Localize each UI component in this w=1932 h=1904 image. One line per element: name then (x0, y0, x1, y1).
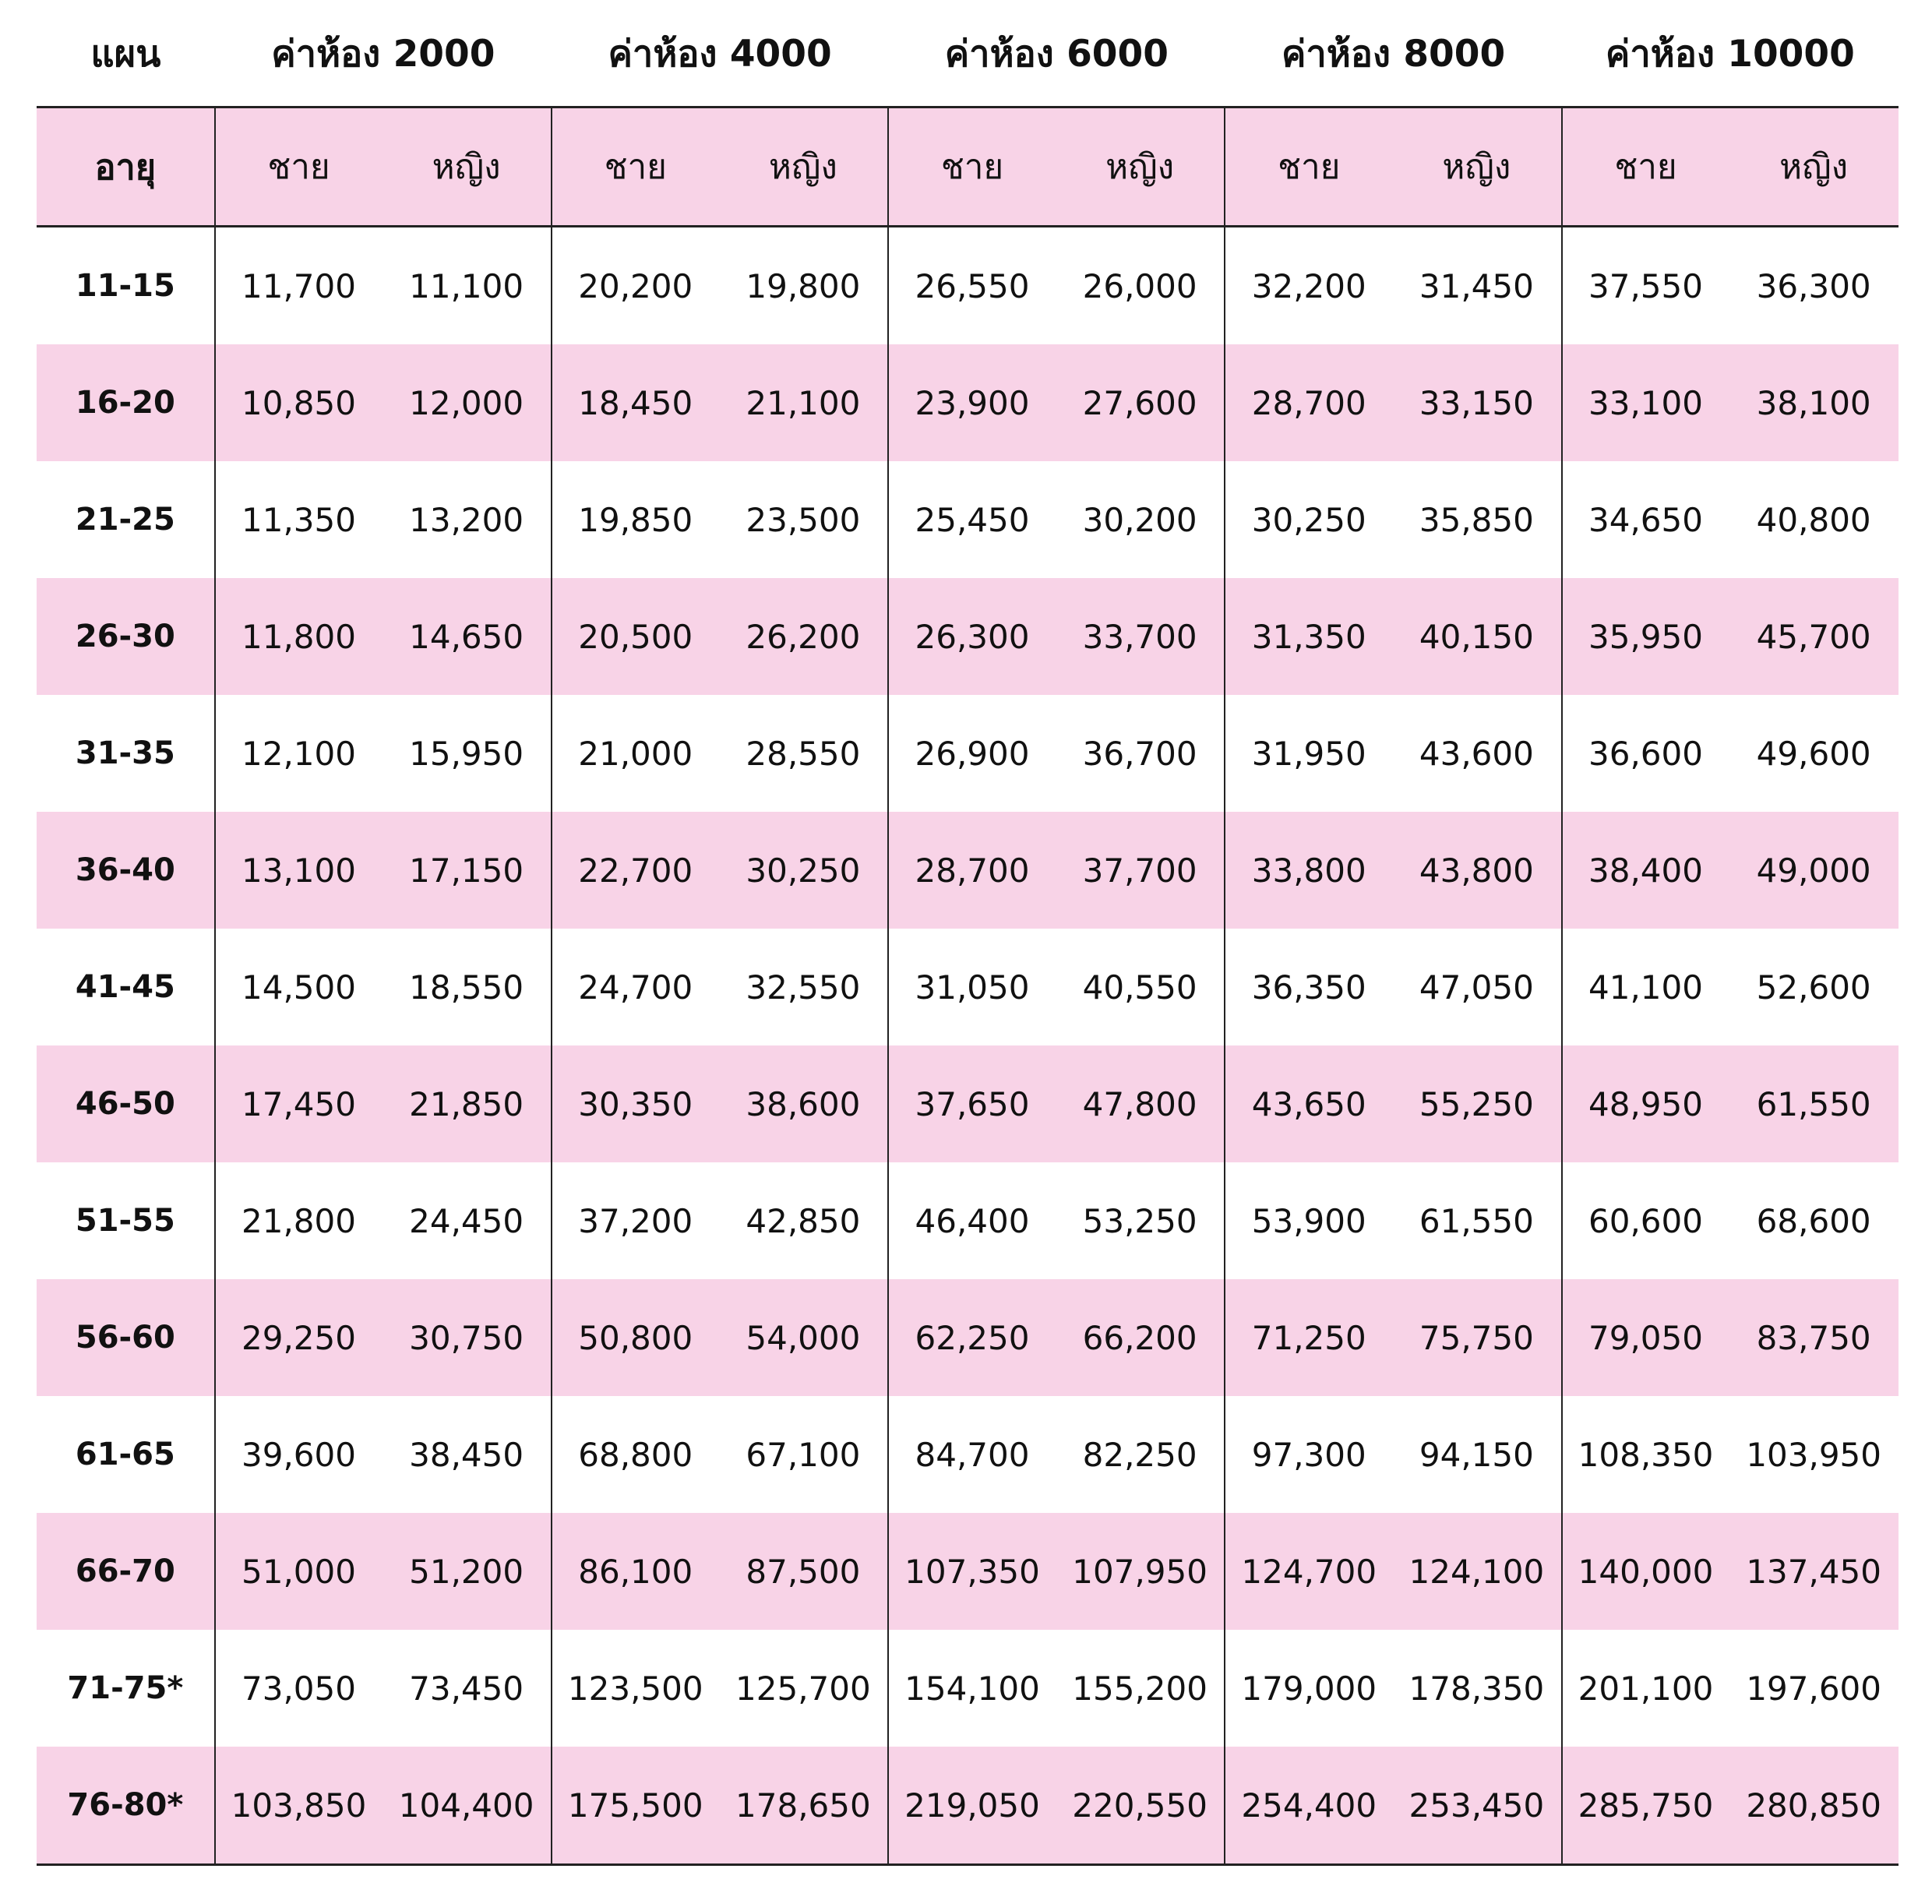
female-premium-cell: 94,150 (1419, 1435, 1534, 1474)
female-premium-cell: 103,950 (1746, 1435, 1881, 1474)
male-premium-cell: 13,100 (215, 812, 383, 929)
female-premium-cell: 26,200 (719, 578, 889, 695)
female-premium-cell: 33,150 (1392, 344, 1562, 461)
male-premium-cell: 46,400 (888, 1162, 1056, 1279)
male-premium-cell: 25,450 (888, 461, 1056, 578)
male-premium-cell: 21,000 (552, 695, 719, 812)
age-range-cell: 46-50 (37, 1045, 215, 1162)
plan-header-row (37, 0, 1899, 108)
female-premium-cell: 32,550 (746, 968, 861, 1007)
female-premium-cell: 73,450 (409, 1669, 524, 1708)
male-premium-cell: 68,800 (552, 1396, 719, 1513)
male-premium-cell: 84,700 (888, 1396, 1056, 1513)
plan-header-2000: ค่าห้อง 2000 (215, 0, 552, 108)
age-range-cell: 11-15 (75, 268, 175, 304)
male-premium-cell: 28,700 (1225, 344, 1392, 461)
female-premium-cell: 12,000 (382, 344, 552, 461)
male-premium-cell: 50,800 (552, 1279, 719, 1396)
female-premium-cell: 30,750 (382, 1279, 552, 1396)
male-premium-cell: 31,050 (888, 929, 1056, 1045)
table-row (37, 1045, 1899, 1162)
female-premium-cell: 31,450 (1419, 266, 1534, 305)
male-premium-cell: 179,000 (1225, 1630, 1392, 1747)
table-row (37, 1513, 1899, 1630)
male-premium-cell: 37,200 (552, 1162, 719, 1279)
male-premium-cell: 18,450 (552, 344, 719, 461)
age-range-cell: 76-80* (37, 1747, 215, 1865)
age-range-cell: 16-20 (37, 344, 215, 461)
female-premium-cell: 220,550 (1056, 1747, 1225, 1865)
female-premium-cell: 49,600 (1756, 734, 1871, 773)
male-premium-cell: 10,850 (215, 344, 383, 461)
male-premium-cell: 26,900 (888, 695, 1056, 812)
table-header (37, 0, 1899, 227)
male-premium-cell: 29,250 (215, 1279, 383, 1396)
male-premium-cell: 108,350 (1562, 1396, 1729, 1513)
female-premium-cell: 54,000 (719, 1279, 889, 1396)
female-premium-cell: 253,450 (1392, 1747, 1562, 1865)
female-premium-cell: 38,100 (1729, 344, 1899, 461)
male-premium-cell: 36,350 (1225, 929, 1392, 1045)
female-premium-cell: 14,650 (382, 578, 552, 695)
female-premium-cell: 40,150 (1392, 578, 1562, 695)
male-premium-cell: 38,400 (1562, 812, 1729, 929)
plan-header-10000: ค่าห้อง 10000 (1562, 0, 1899, 108)
male-premium-cell: 86,100 (552, 1513, 719, 1630)
male-header: ชาย (888, 108, 1056, 227)
table-row (37, 344, 1899, 461)
female-premium-cell: 67,100 (746, 1435, 861, 1474)
female-premium-cell: 36,300 (1756, 266, 1871, 305)
female-premium-cell: 30,250 (719, 812, 889, 929)
male-premium-cell: 37,650 (888, 1045, 1056, 1162)
male-header: ชาย (1562, 108, 1729, 227)
female-premium-cell: 51,200 (382, 1513, 552, 1630)
male-premium-cell: 103,850 (215, 1747, 383, 1865)
age-range-cell: 26-30 (37, 578, 215, 695)
male-premium-cell: 11,700 (215, 227, 383, 345)
male-premium-cell: 175,500 (552, 1747, 719, 1865)
female-premium-cell: 36,700 (1082, 734, 1197, 773)
table-row (37, 1279, 1899, 1396)
table-row (37, 227, 1899, 345)
male-premium-cell: 33,800 (1225, 812, 1392, 929)
age-range-cell: 41-45 (75, 969, 175, 1005)
male-premium-cell: 31,950 (1225, 695, 1392, 812)
female-premium-cell: 61,550 (1729, 1045, 1899, 1162)
female-premium-cell: 19,800 (746, 266, 861, 305)
female-premium-cell: 83,750 (1729, 1279, 1899, 1396)
male-premium-cell: 11,350 (215, 461, 383, 578)
female-premium-cell: 15,950 (409, 734, 524, 773)
female-premium-cell: 178,350 (1408, 1669, 1545, 1708)
female-premium-cell: 27,600 (1056, 344, 1225, 461)
female-premium-cell: 197,600 (1746, 1669, 1881, 1708)
female-premium-cell: 23,500 (746, 500, 861, 539)
age-range-cell: 56-60 (37, 1279, 215, 1396)
female-premium-cell: 11,100 (409, 266, 524, 305)
male-premium-cell: 53,900 (1225, 1162, 1392, 1279)
premium-table (37, 0, 1899, 1866)
male-premium-cell: 20,200 (552, 227, 719, 345)
age-range-cell: 31-35 (75, 735, 175, 771)
male-premium-cell: 11,800 (215, 578, 383, 695)
male-premium-cell: 19,850 (552, 461, 719, 578)
male-premium-cell: 33,100 (1562, 344, 1729, 461)
age-range-cell: 51-55 (75, 1203, 175, 1239)
table-row (37, 461, 1899, 578)
male-premium-cell: 123,500 (552, 1630, 719, 1747)
table-row (37, 1630, 1899, 1747)
female-premium-cell: 40,800 (1756, 500, 1871, 539)
male-premium-cell: 30,350 (552, 1045, 719, 1162)
female-header: หญิง (1729, 108, 1899, 227)
age-range-cell: 61-65 (75, 1437, 175, 1472)
female-premium-cell: 137,450 (1729, 1513, 1899, 1630)
male-premium-cell: 24,700 (552, 929, 719, 1045)
age-range-cell: 36-40 (37, 812, 215, 929)
male-premium-cell: 31,350 (1225, 578, 1392, 695)
female-premium-cell: 37,700 (1056, 812, 1225, 929)
male-premium-cell: 36,600 (1562, 695, 1729, 812)
male-premium-cell: 17,450 (215, 1045, 383, 1162)
plan-header-8000: ค่าห้อง 8000 (1225, 0, 1561, 108)
female-premium-cell: 24,450 (409, 1201, 524, 1240)
female-premium-cell: 38,450 (409, 1435, 524, 1474)
plan-header-6000: ค่าห้อง 6000 (888, 0, 1225, 108)
male-header: ชาย (552, 108, 719, 227)
male-premium-cell: 20,500 (552, 578, 719, 695)
female-premium-cell: 35,850 (1419, 500, 1534, 539)
male-premium-cell: 30,250 (1225, 461, 1392, 578)
female-premium-cell: 26,000 (1082, 266, 1197, 305)
female-premium-cell: 82,250 (1082, 1435, 1197, 1474)
male-premium-cell: 34,650 (1562, 461, 1729, 578)
female-premium-cell: 53,250 (1082, 1201, 1197, 1240)
female-premium-cell: 155,200 (1072, 1669, 1208, 1708)
male-premium-cell: 14,500 (215, 929, 383, 1045)
female-premium-cell: 18,550 (409, 968, 524, 1007)
female-premium-cell: 33,700 (1056, 578, 1225, 695)
male-premium-cell: 140,000 (1562, 1513, 1729, 1630)
male-premium-cell: 71,250 (1225, 1279, 1392, 1396)
male-premium-cell: 201,100 (1562, 1630, 1729, 1747)
female-premium-cell: 280,850 (1729, 1747, 1899, 1865)
male-premium-cell: 21,800 (215, 1162, 383, 1279)
plan-label: แผน (37, 0, 215, 108)
male-premium-cell: 43,650 (1225, 1045, 1392, 1162)
female-premium-cell: 124,100 (1392, 1513, 1562, 1630)
female-premium-cell: 13,200 (409, 500, 524, 539)
female-premium-cell: 38,600 (719, 1045, 889, 1162)
male-premium-cell: 73,050 (215, 1630, 383, 1747)
female-premium-cell: 55,250 (1392, 1045, 1562, 1162)
female-premium-cell: 28,550 (746, 734, 861, 773)
table-row (37, 1396, 1899, 1513)
male-premium-cell: 124,700 (1225, 1513, 1392, 1630)
age-range-cell: 71-75* (67, 1670, 184, 1706)
table-row (37, 1747, 1899, 1865)
male-premium-cell: 62,250 (888, 1279, 1056, 1396)
male-premium-cell: 26,300 (888, 578, 1056, 695)
male-premium-cell: 41,100 (1562, 929, 1729, 1045)
male-premium-cell: 28,700 (888, 812, 1056, 929)
female-premium-cell: 61,550 (1419, 1201, 1534, 1240)
female-premium-cell: 178,650 (719, 1747, 889, 1865)
female-premium-cell: 43,800 (1392, 812, 1562, 929)
table-row (37, 695, 1899, 812)
female-header: หญิง (719, 108, 889, 227)
age-label: อายุ (37, 108, 215, 227)
male-header: ชาย (1225, 108, 1392, 227)
male-premium-cell: 97,300 (1225, 1396, 1392, 1513)
age-range-cell: 66-70 (37, 1513, 215, 1630)
male-premium-cell: 35,950 (1562, 578, 1729, 695)
female-header: หญิง (1392, 108, 1562, 227)
female-premium-cell: 30,200 (1082, 500, 1197, 539)
male-premium-cell: 51,000 (215, 1513, 383, 1630)
male-premium-cell: 23,900 (888, 344, 1056, 461)
male-premium-cell: 39,600 (215, 1396, 383, 1513)
male-premium-cell: 285,750 (1562, 1747, 1729, 1865)
female-premium-cell: 66,200 (1056, 1279, 1225, 1396)
female-premium-cell: 47,050 (1419, 968, 1534, 1007)
female-premium-cell: 47,800 (1056, 1045, 1225, 1162)
male-premium-cell: 32,200 (1225, 227, 1392, 345)
male-premium-cell: 107,350 (888, 1513, 1056, 1630)
plan-header-4000: ค่าห้อง 4000 (552, 0, 888, 108)
table-row (37, 578, 1899, 695)
female-premium-cell: 21,850 (382, 1045, 552, 1162)
male-premium-cell: 79,050 (1562, 1279, 1729, 1396)
female-premium-cell: 107,950 (1056, 1513, 1225, 1630)
table-body (37, 227, 1899, 1865)
female-premium-cell: 87,500 (719, 1513, 889, 1630)
male-header: ชาย (215, 108, 383, 227)
gender-header-row (37, 108, 1899, 227)
female-header: หญิง (382, 108, 552, 227)
female-premium-cell: 104,400 (382, 1747, 552, 1865)
female-premium-cell: 45,700 (1729, 578, 1899, 695)
female-premium-cell: 68,600 (1756, 1201, 1871, 1240)
male-premium-cell: 26,550 (888, 227, 1056, 345)
female-premium-cell: 21,100 (719, 344, 889, 461)
male-premium-cell: 154,100 (888, 1630, 1056, 1747)
female-premium-cell: 52,600 (1756, 968, 1871, 1007)
male-premium-cell: 60,600 (1562, 1162, 1729, 1279)
male-premium-cell: 254,400 (1225, 1747, 1392, 1865)
male-premium-cell: 12,100 (215, 695, 383, 812)
female-premium-cell: 75,750 (1392, 1279, 1562, 1396)
female-header: หญิง (1056, 108, 1225, 227)
male-premium-cell: 219,050 (888, 1747, 1056, 1865)
female-premium-cell: 40,550 (1082, 968, 1197, 1007)
age-range-cell: 21-25 (75, 502, 175, 538)
table-row (37, 929, 1899, 1045)
female-premium-cell: 42,850 (746, 1201, 861, 1240)
table-row (37, 812, 1899, 929)
table-row (37, 1162, 1899, 1279)
female-premium-cell: 17,150 (382, 812, 552, 929)
female-premium-cell: 125,700 (735, 1669, 871, 1708)
male-premium-cell: 22,700 (552, 812, 719, 929)
male-premium-cell: 37,550 (1562, 227, 1729, 345)
premium-table-container (37, 0, 1899, 1866)
female-premium-cell: 49,000 (1729, 812, 1899, 929)
male-premium-cell: 48,950 (1562, 1045, 1729, 1162)
female-premium-cell: 43,600 (1419, 734, 1534, 773)
